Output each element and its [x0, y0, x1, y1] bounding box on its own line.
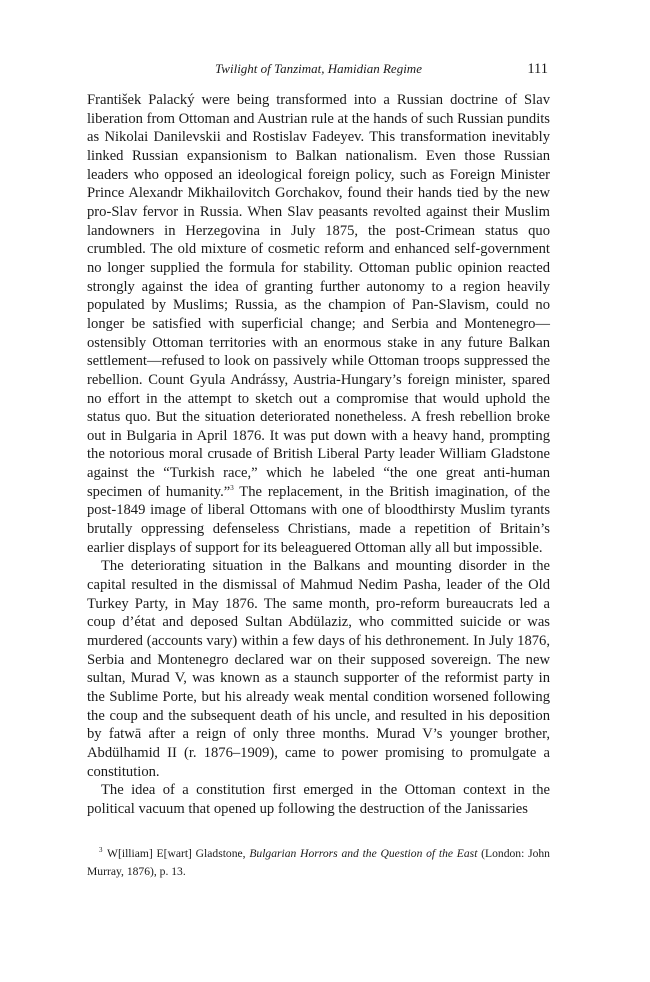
book-page: [87, 58, 550, 881]
footnote-book-title: Bulgarian Horrors and the Question of the East: [249, 846, 478, 860]
running-head: [87, 58, 550, 80]
footnote-3: [87, 845, 550, 881]
footnote-mark: 3: [99, 845, 103, 854]
running-title: Twilight of Tanzimat, Hamidian Regime: [215, 61, 422, 76]
body-text: [87, 91, 550, 819]
footnotes: [87, 845, 550, 881]
paragraph-2: The deteriorating situation in the Balkans and mounting disorder in the capital resulted in the dismissal of Mahmud Nedim Pasha, leader of the Old Turkey Party, in May 1876. The same month, pro-reform bureaucrats led a coup d’état and deposed Sultan Abdülaziz, who committed suicide or was murdered (accounts vary) within a few days of his dethronement. In July 1876, Serbia and Montenegro declared war on their supposed sovereign. The new sultan, Murad V, was known as a staunch supporter of the reformist party in the Sublime Porte, but his already weak mental condition worsened following the coup and the subsequent death of his uncle, and resulted in his deposition by fatwā after a reign of only three months. Murad V’s younger brother, Abdülhamid II (r. 1876–1909), came to power promising to promulgate a constitution.: [87, 558, 550, 780]
footnote-lead: W[illiam] E[wart] Gladstone,: [103, 846, 250, 860]
page-number: 111: [527, 61, 548, 77]
footnote-reference[interactable]: 3: [230, 483, 234, 492]
paragraph-1-text: František Palacký were being transformed into a Russian doctrine of Slav liberation from Ottoman and Austrian rule at the hands of such Russian pundits as Nikolai Danilevskii and Rostislav Fadeyev. This transformation inevitably linked Russian expansionism to Balkan nationalism. Even those Russian leaders who opposed an ideological foreign policy, such as Foreign Minister Prince Alexandr Mikhailovitch Gorchakov, found their hands tied by the new pro-Slav fervor in Russia. When Slav peasants revolted against their Muslim landowners in Herzegovina in July 1875, the post-Crimean status quo crumbled. The old mixture of cosmetic reform and enhanced self-government no longer supplied the formula for stability. Ottoman public opinion reacted strongly against the idea of granting further autonomy to a region heavily populated by Muslims; Russia, as the champion of Pan-Slavism, could no longer be satisfied with superficial change; and Serbia and Montenegro—ostensibly Ottoman territories with an enormous stake in any future Balkan settlement—refused to look on passively while Ottoman troops suppressed the rebellion. Count Gyula Andrássy, Austria-Hungary’s foreign minister, spared no effort in the attempt to sketch out a compromise that would uphold the status quo. But the situation deteriorated nonetheless. A fresh rebellion broke out in Bulgaria in April 1876. It was put down with a heavy hand, prompting the notorious moral crusade of British Liberal Party leader William Gladstone against the “Turkish race,” which he labeled “the one great anti-human specimen of humanity.”: [87, 92, 550, 500]
footnote-publication: (London: John Murray, 1876), p. 13.: [87, 846, 550, 878]
paragraph-1: [87, 91, 550, 557]
paragraph-1-continuation: The replacement, in the British imagination, of the post-1849 image of liberal Ottomans with one of bloodthirsty Muslim tyrants brutally oppressing defenseless Christians, made a repetition of Britain’s earlier displays of support for its beleaguered Ottoman ally all but impossible.: [87, 483, 550, 556]
paragraph-3: The idea of a constitution first emerged in the Ottoman context in the political vacuum that opened up following the destruction of the Janissaries: [87, 782, 550, 817]
